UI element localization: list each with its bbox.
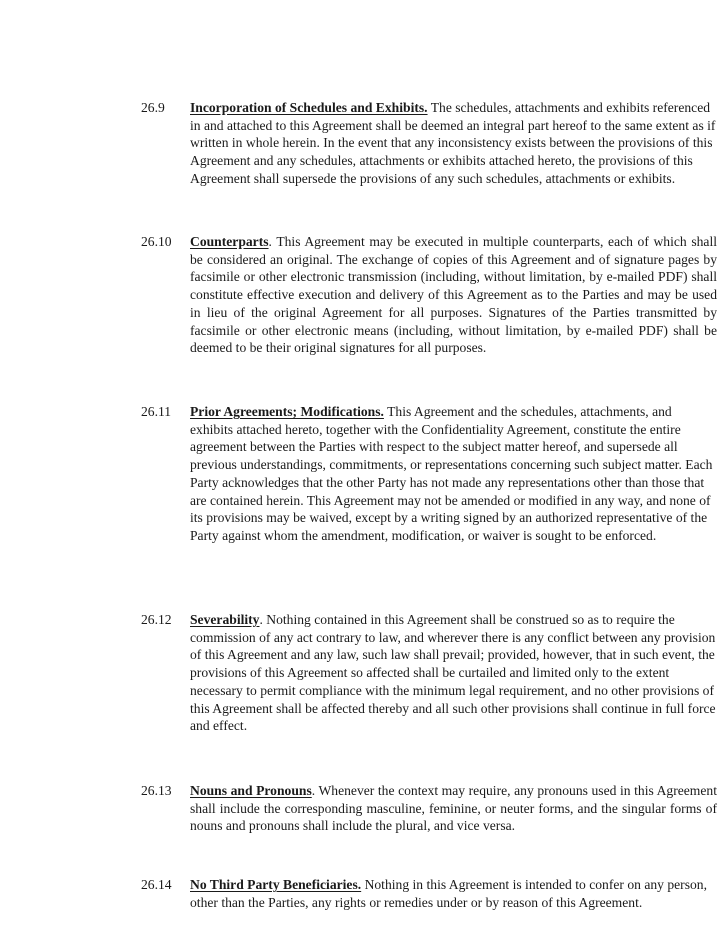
section-text: Nothing in this Agreement is intended to confer on any person, other than the Parties, any rights or remedies under or by reason of this Agreement.: [190, 877, 707, 910]
section-text: . Nothing contained in this Agreement shall be construed so as to require the commission of any act contrary to law, and wherever there is any conflict between any provision of this Agreement and any law, such law shall prevail; provided, however, that in such event, the provisions of this Agreement so affected shall be curtailed and limited only to the extent necessary to permit compliance with the minimum legal requirement, and no other provisions of this Agreement shall be affected thereby and all such other provisions shall continue in full force and effect.: [190, 612, 716, 734]
section-number: 26.11: [141, 404, 172, 419]
section-heading: Nouns and Pronouns: [190, 783, 312, 798]
section-heading: Prior Agreements; Modifications.: [190, 404, 384, 419]
section-number: 26.10: [141, 234, 172, 249]
section-body: [190, 99, 717, 188]
section-number: 26.14: [141, 877, 172, 892]
section-heading: Severability: [190, 612, 260, 627]
section-number: 26.12: [141, 612, 172, 627]
section-heading: No Third Party Beneficiaries.: [190, 877, 362, 892]
section-body: [190, 782, 717, 835]
section-text: . Whenever the context may require, any pronouns used in this Agreement shall include the corresponding masculine, feminine, or neuter forms, and the singular forms of nouns and pronouns shall include the plural, and vice versa.: [190, 783, 717, 834]
section-heading: Counterparts: [190, 234, 269, 249]
section-text: . This Agreement may be executed in multiple counterparts, each of which shall be considered an original. The exchange of copies of this Agreement and of signature pages by facsimile or other electronic transmission (including, without limitation, by e-mailed PDF) shall constitute effective execution and delivery of this Agreement as to the Parties and may be used in lieu of the original Agreement for all purposes. Signatures of the Parties transmitted by facsimile or other electronic means (including, without limitation, by e-mailed PDF) shall be deemed to be their original signatures for all purposes.: [190, 234, 717, 356]
section-body: [190, 403, 717, 545]
section-text: This Agreement and the schedules, attachments, and exhibits attached hereto, together with the Confidentiality Agreement, constitute the entire agreement between the Parties with respect to the subject matter hereof, and supersede all previous understandings, commitments, or representations concerning such subject matter. Each Party acknowledges that the other Party has not made any representations other than those that are contained herein. This Agreement may not be amended or modified in any way, and none of its provisions may be waived, except by a writing signed by an authorized representative of the Party against whom the amendment, modification, or waiver is sought to be enforced.: [190, 404, 713, 543]
section-text: The schedules, attachments and exhibits referenced in and attached to this Agreement shall be deemed an integral part hereof to the same extent as if written in whole herein. In the event that any inconsistency exists between the provisions of this Agreement and any schedules, attachments or exhibits attached hereto, the provisions of this Agreement shall supersede the provisions of any such schedules, attachments or exhibits.: [190, 100, 716, 186]
section-body: [190, 233, 717, 357]
section-body: [190, 876, 717, 911]
section-heading: Incorporation of Schedules and Exhibits.: [190, 100, 428, 115]
section-number: 26.9: [141, 100, 165, 115]
section-body: [190, 611, 717, 735]
section-number: 26.13: [141, 783, 172, 798]
